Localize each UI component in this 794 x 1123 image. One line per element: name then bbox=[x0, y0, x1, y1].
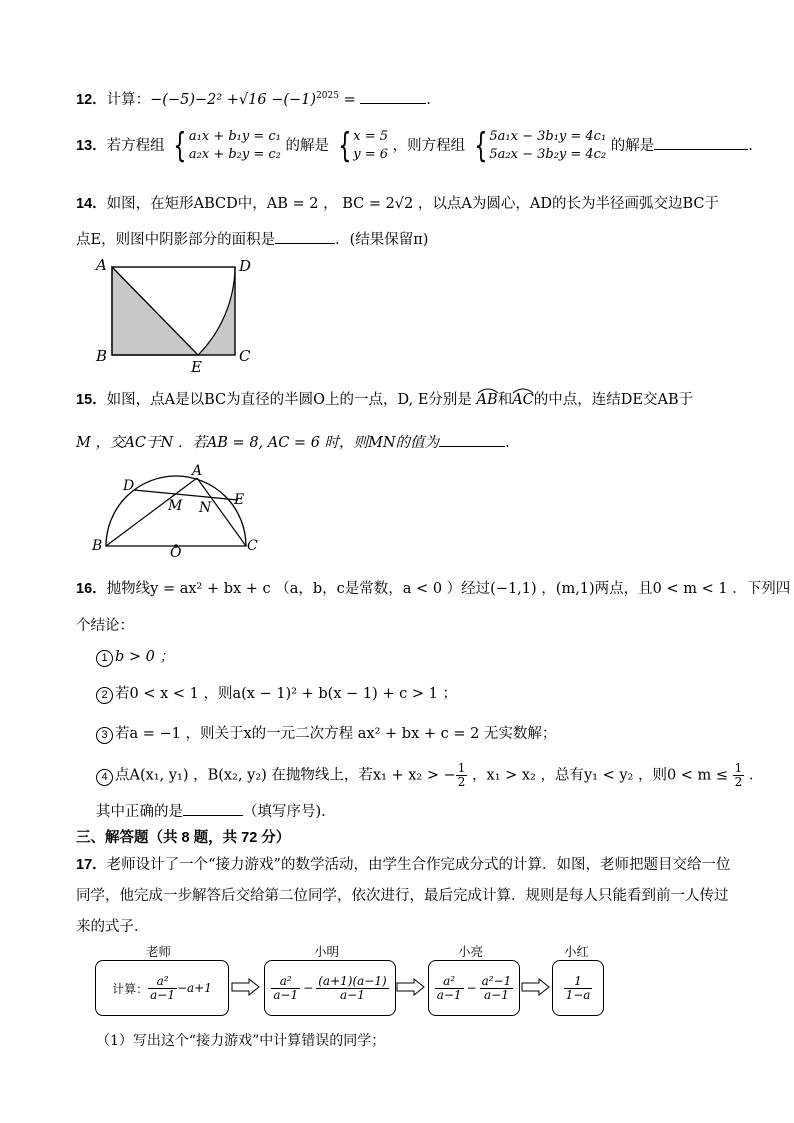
question-number: 14． bbox=[76, 196, 107, 212]
label-e: E bbox=[234, 492, 245, 508]
question-17-part-1: （1）写出这个“接力游戏”中计算错误的同学； bbox=[96, 1033, 386, 1049]
question-17-line-3: 来的式子． bbox=[76, 919, 149, 935]
label-m: M bbox=[168, 498, 183, 514]
semicircle-figure bbox=[88, 460, 268, 560]
label-d: D bbox=[239, 257, 252, 275]
box-label-xiaoliang: 小亮 bbox=[458, 944, 484, 959]
answer-blank[interactable] bbox=[439, 432, 505, 447]
label-a: A bbox=[96, 256, 107, 274]
equation-system-2: { x = 5 y = 6 bbox=[337, 126, 389, 166]
question-number: 17． bbox=[76, 857, 107, 873]
answer-blank[interactable] bbox=[360, 89, 426, 104]
question-14-line-1: 14．如图，在矩形ABCD中，AB = 2 ， BC = 2√2 ，以点A为圆心，AD的长为半径画弧交边BC于 bbox=[76, 196, 719, 212]
teacher-box: 计算： $\frac{\text{a²}}{a-1}$ −a+1 bbox=[95, 960, 229, 1016]
section-heading: 三、解答题（共 8 题，共 72 分） bbox=[76, 830, 291, 846]
conclusion-3: 3 若a = −1 ，则关于x的一元二次方程 ax² + bx + c = 2 无实数解； bbox=[96, 722, 556, 744]
chord-ab bbox=[106, 478, 197, 546]
arrow-icon bbox=[521, 978, 551, 996]
answer-blank[interactable] bbox=[654, 135, 748, 150]
label-a: A bbox=[192, 463, 203, 479]
question-number: 12． bbox=[76, 92, 107, 108]
label-c: C bbox=[247, 538, 258, 554]
label-b: B bbox=[92, 538, 103, 554]
question-14-line-2: 点E，则图中阴影部分的面积是 ．(结果保留π) bbox=[76, 228, 428, 249]
circled-number: 2 bbox=[96, 687, 113, 704]
question-17-line-2: 同学，他完成一步解答后交给第二位同学，依次进行，最后完成计算．规则是每人只能看到前一人传过 bbox=[76, 888, 729, 904]
question-15-line-2: M ，交AC于N ．若AB = 8, AC = 6 时，则MN的值为 ． bbox=[76, 431, 520, 452]
xiaoliang-box: $\frac{\text{a²}}{a-1}$ − $\frac{\text{a²−1}}{a-1}$ bbox=[428, 960, 520, 1016]
conclusion-2: 2 若0 < x < 1 ，则a(x − 1)² + b(x − 1) + c > 1 ； bbox=[96, 682, 457, 704]
circled-number: 3 bbox=[96, 727, 113, 744]
question-15-line-1: 15．如图，点A是以BC为直径的半圆O上的一点，D, E分别是 AB 和AC 的中点，连结DE交AB于 bbox=[76, 388, 693, 409]
label-n: N bbox=[199, 500, 212, 516]
shaded-region bbox=[198, 267, 235, 355]
label-e: E bbox=[191, 358, 202, 375]
arc-ac-notation: AC bbox=[512, 392, 534, 408]
answer-blank[interactable] bbox=[275, 229, 335, 244]
question-17-line-1: 17．老师设计了一个“接力游戏”的数学活动，由学生合作完成分式的计算．如图，老师把题目交给一位 bbox=[76, 857, 731, 873]
rectangle-figure bbox=[88, 255, 268, 375]
equation-system-1: { a₁x + b₁y = c₁ a₂x + b₂y = c₂ bbox=[173, 126, 281, 166]
xiaoming-box: $\frac{\text{a²}}{a-1}$ − $\frac{(a+1)(a-1)}{a-1}$ bbox=[264, 960, 396, 1016]
segment-de bbox=[134, 490, 238, 500]
label-b: B bbox=[96, 347, 108, 365]
question-number: 15． bbox=[76, 392, 107, 408]
box-label-xiaohong: 小红 bbox=[564, 944, 590, 959]
arc-ab-notation: AB bbox=[477, 392, 498, 408]
question-16-line-1: 16．抛物线y = ax² + bx + c （a，b，c是常数，a < 0 ）经过(−1,1) ，(m,1)两点，且0 < m < 1 ．下列四 bbox=[76, 581, 791, 597]
label-d: D bbox=[123, 478, 135, 494]
circled-number: 1 bbox=[96, 650, 113, 667]
arrow-icon bbox=[231, 978, 261, 996]
xiaohong-box: $\frac{1}{1-a}$ bbox=[552, 960, 604, 1016]
question-13: 13．若方程组 { a₁x + b₁y = c₁ a₂x + b₂y = c₂ 的解是 { x = 5 y = 6 ，则方程组 { 5a₁x − 3b₁y = 4c₁ 5a₂x − 3b₂y = 4c₂ 的解是 . bbox=[76, 126, 753, 166]
question-16-line-2: 个结论： bbox=[76, 618, 134, 634]
question-12: 12．计算：$-(-5)-2^2 +√16 -(-1)^{2025}$ = ． bbox=[76, 88, 441, 109]
question-number: 16． bbox=[76, 581, 107, 597]
answer-blank[interactable] bbox=[183, 801, 243, 816]
box-label-xiaoming: 小明 bbox=[314, 944, 340, 959]
answer-line: 其中正确的是 （填写序号). bbox=[96, 800, 326, 821]
arrow-icon bbox=[396, 978, 426, 996]
conclusion-1: 1 b > 0 ； bbox=[96, 645, 174, 667]
box-label-teacher: 老师 bbox=[146, 944, 172, 959]
label-c: C bbox=[239, 347, 251, 365]
question-number: 13． bbox=[76, 138, 107, 154]
circled-number: 4 bbox=[96, 769, 113, 786]
equation-system-3: { 5a₁x − 3b₁y = 4c₁ 5a₂x − 3b₂y = 4c₂ bbox=[474, 126, 607, 166]
label-o: O bbox=[170, 545, 182, 560]
conclusion-4: 4 点A(x₁, y₁) ，B(x₂, y₂) 在抛物线上，若x₁ + x₂ > − $\frac{1}{2}$ ，x₁ > x₂ ，总有y₁ < y₂ ，则0 < m ≤ $\frac{1}{2}$ ． bbox=[96, 762, 763, 789]
